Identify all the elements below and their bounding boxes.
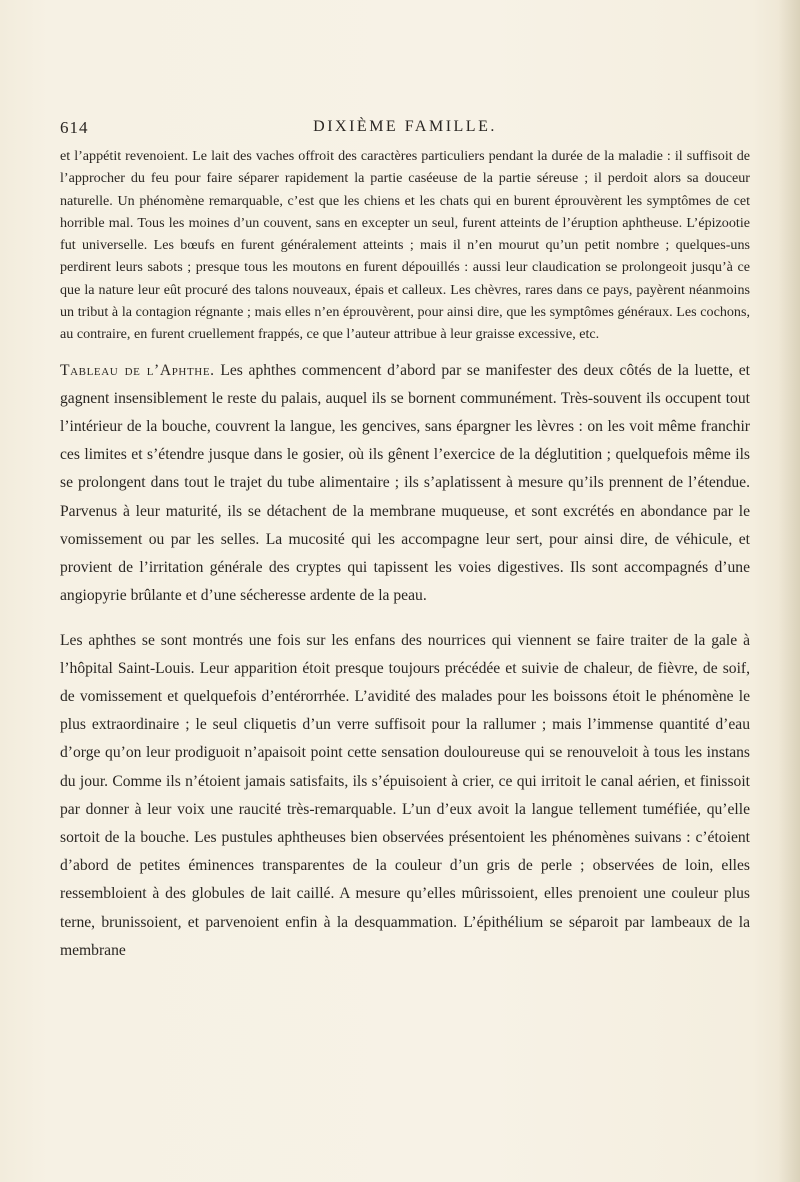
body-text [60, 145, 750, 965]
section-heading-tableau: Tableau de l’Aphthe. [60, 361, 215, 379]
page-edge-shadow [778, 0, 800, 1182]
paragraph-tableau-text: Les aphthes commencent d’abord par se manifester des deux côtés de la luette, et gagnent insensiblement le reste du palais, auquel ils se bornent communément. Très-souvent ils occupent tout l’intérieur de la bouche, couvrent la langue, les gencives, sans épargner les lèvres : on les voit même franchir ces limites et s’étendre jusque dans le gosier, où ils gênent l’exercice de la déglutition ; quelquefois même ils se prolongent dans tout le trajet du tube alimentaire ; ils s’aplatissent à mesure qu’ils prennent de l’étendue. Parvenus à leur maturité, ils se détachent de la membrane muqueuse, et sont excrétés en abondance par le vomissement ou par les selles. La mucosité qui les accompagne leur sert, pour ainsi dire, de véhicule, et provient de l’irritation générale des cryptes qui tapissent les voies digestives. Ils sont accompagnés d’une angiopyrie brûlante et d’une sécheresse ardente de la peau. [60, 361, 751, 605]
paragraph-aphthes-enfans: Les aphthes se sont montrés une fois sur les enfans des nourrices qui viennent se faire traiter de la gale à l’hôpital Saint-Louis. Leur apparition étoit presque toujours précédée et suivie de chaleur, de fièvre, de soif, de vomissement et quelquefois d’entérorrhée. L’avidité des malades pour les boissons étoit le phénomène le plus extraordinaire ; le seul cliquetis d’un verre suffisoit pour la rallumer ; mais l’immense quantité d’eau d’orge qu’on leur prodiguoit n’apaisoit point cette sensation douloureuse qui se renouveloit à tous les instans du jour. Comme ils n’étoient jamais satisfaits, ils s’épuisoient à crier, ce qui irritoit le canal aérien, et finissoit par donner à leur voix une raucité très-remarquable. L’un d’eux avoit la langue tellement tuméfiée, qu’elle sortoit de la bouche. Les pustules aphtheuses bien observées présentoient les phénomènes suivans : c’étoient d’abord de petites éminences transparentes de la couleur d’un gris de perle ; observées de loin, elles ressembloient à des globules de lait caillé. A mesure qu’elles mûrissoient, elles prenoient une couleur plus terne, brunissoient, et parvenoient enfin à la desquammation. L’épithélium se séparoit par lambeaux de la membrane [60, 631, 750, 959]
page-number: 614 [60, 118, 89, 137]
page-header [60, 118, 750, 142]
paragraph-tableau-aphthe [60, 357, 750, 611]
running-title: DIXIÈME FAMILLE. [313, 118, 497, 135]
paragraph-epizootie: et l’appétit revenoient. Le lait des vaches offroit des caractères particuliers pendant la durée de la maladie : il suffisoit de l’approcher du feu pour faire séparer rapidement la partie caséeuse de la partie séreuse ; il perdoit alors sa douceur naturelle. Un phénomène remarquable, c’est que les chiens et les chats qui en burent éprouvèrent les symptômes de cet horrible mal. Tous les moines d’un couvent, sans en excepter un seul, furent atteints de l’éruption aphtheuse. L’épizootie fut universelle. Les bœufs en furent généralement atteints ; mais il n’en mourut qu’un petit nombre ; quelques-uns perdirent leurs sabots ; presque tous les moutons en furent dépouillés : aussi leur claudication se prolongeoit jusqu’à ce que la nature leur eût procuré des talons nouveaux, épais et calleux. Les chèvres, rares dans ce pays, payèrent néanmoins un tribut à la contagion régnante ; mais elles n’en éprouvèrent, pour ainsi dire, que les symptômes généraux. Les cochons, au contraire, en furent cruellement frappés, ce que l’auteur attribue à leur graisse excessive, etc. [60, 148, 750, 343]
